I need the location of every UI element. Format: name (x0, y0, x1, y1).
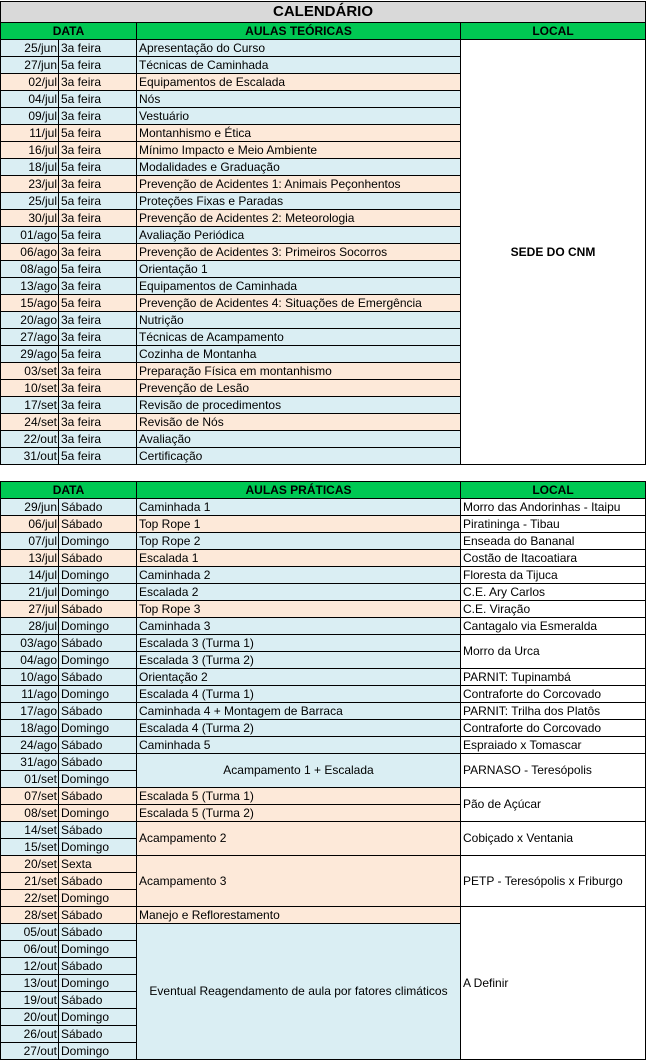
weekday-cell: Domingo (59, 890, 137, 907)
table-row (1, 686, 646, 703)
table-row (1, 856, 646, 873)
place-cell: Enseada do Bananal (461, 533, 646, 550)
date-cell: 29/ago (1, 346, 59, 363)
date-cell: 01/ago (1, 227, 59, 244)
date-cell: 02/jul (1, 74, 59, 91)
lesson-cell: Top Rope 3 (137, 601, 461, 618)
weekday-cell: 3a feira (59, 108, 137, 125)
weekday-cell: 3a feira (59, 380, 137, 397)
lesson-cell: Avaliação (137, 431, 461, 448)
date-cell: 28/jul (1, 618, 59, 635)
lesson-cell: Montanhismo e Ética (137, 125, 461, 142)
lesson-cell: Escalada 4 (Turma 2) (137, 720, 461, 737)
date-cell: 18/ago (1, 720, 59, 737)
date-cell: 01/set (1, 771, 59, 788)
weekday-cell: 3a feira (59, 142, 137, 159)
lesson-cell: Escalada 2 (137, 584, 461, 601)
date-cell: 19/out (1, 992, 59, 1009)
weekday-cell: 3a feira (59, 397, 137, 414)
date-cell: 21/jul (1, 584, 59, 601)
weekday-cell: 5a feira (59, 193, 137, 210)
place-cell: Pão de Açúcar (461, 788, 646, 822)
place-cell: Contraforte do Corcovado (461, 686, 646, 703)
date-cell: 08/set (1, 805, 59, 822)
theory-header-lesson: AULAS TEÓRICAS (137, 23, 461, 40)
date-cell: 14/jul (1, 567, 59, 584)
lesson-cell: Revisão de procedimentos (137, 397, 461, 414)
date-cell: 23/jul (1, 176, 59, 193)
table-row (1, 669, 646, 686)
weekday-cell: Domingo (59, 720, 137, 737)
table-row (1, 601, 646, 618)
lesson-cell: Avaliação Periódica (137, 227, 461, 244)
lesson-cell: Caminhada 3 (137, 618, 461, 635)
theory-place-cell: SEDE DO CNM (461, 40, 646, 465)
place-cell: A Definir (461, 907, 646, 1060)
lesson-cell: Proteções Fixas e Paradas (137, 193, 461, 210)
date-cell: 28/set (1, 907, 59, 924)
weekday-cell: Domingo (59, 941, 137, 958)
lesson-cell: Orientação 1 (137, 261, 461, 278)
place-cell: C.E. Viração (461, 601, 646, 618)
place-cell: PARNASO - Teresópolis (461, 754, 646, 788)
table-row (1, 584, 646, 601)
weekday-cell: Sábado (59, 703, 137, 720)
date-cell: 15/ago (1, 295, 59, 312)
lesson-cell: Prevenção de Acidentes 2: Meteorologia (137, 210, 461, 227)
table-row (1, 737, 646, 754)
lesson-cell: Mínimo Impacto e Meio Ambiente (137, 142, 461, 159)
date-cell: 06/out (1, 941, 59, 958)
place-cell: PARNIT: Tupinambá (461, 669, 646, 686)
lesson-cell: Escalada 1 (137, 550, 461, 567)
weekday-cell: Sábado (59, 907, 137, 924)
table-row (1, 567, 646, 584)
date-cell: 05/out (1, 924, 59, 941)
weekday-cell: Sábado (59, 958, 137, 975)
place-cell: Morro da Urca (461, 635, 646, 669)
weekday-cell: Domingo (59, 771, 137, 788)
date-cell: 12/out (1, 958, 59, 975)
date-cell: 25/jun (1, 40, 59, 57)
weekday-cell: Domingo (59, 1043, 137, 1060)
weekday-cell: Sábado (59, 992, 137, 1009)
weekday-cell: 3a feira (59, 176, 137, 193)
date-cell: 27/jun (1, 57, 59, 74)
place-cell: PARNIT: Trilha dos Platôs (461, 703, 646, 720)
weekday-cell: Domingo (59, 975, 137, 992)
weekday-cell: 5a feira (59, 261, 137, 278)
place-cell: Cantagalo via Esmeralda (461, 618, 646, 635)
lesson-cell: Acampamento 2 (137, 822, 461, 856)
weekday-cell: Domingo (59, 805, 137, 822)
weekday-cell: Domingo (59, 567, 137, 584)
theory-header-place: LOCAL (461, 23, 646, 40)
date-cell: 21/set (1, 873, 59, 890)
lesson-cell: Eventual Reagendamento de aula por fatores climáticos (137, 924, 461, 1060)
weekday-cell: 3a feira (59, 74, 137, 91)
table-row (1, 720, 646, 737)
table-row (1, 907, 646, 924)
date-cell: 20/out (1, 1009, 59, 1026)
date-cell: 03/set (1, 363, 59, 380)
weekday-cell: 5a feira (59, 125, 137, 142)
weekday-cell: Sábado (59, 788, 137, 805)
weekday-cell: 3a feira (59, 329, 137, 346)
weekday-cell: Sábado (59, 754, 137, 771)
place-cell: Piratininga - Tibau (461, 516, 646, 533)
lesson-cell: Acampamento 3 (137, 856, 461, 907)
table-row (1, 822, 646, 839)
weekday-cell: 3a feira (59, 40, 137, 57)
lesson-cell: Acampamento 1 + Escalada (137, 754, 461, 788)
date-cell: 10/set (1, 380, 59, 397)
date-cell: 24/set (1, 414, 59, 431)
date-cell: 25/jul (1, 193, 59, 210)
lesson-cell: Orientação 2 (137, 669, 461, 686)
table-row (1, 533, 646, 550)
table-row (1, 788, 646, 805)
table-row (1, 754, 646, 771)
weekday-cell: Domingo (59, 533, 137, 550)
weekday-cell: Sábado (59, 873, 137, 890)
weekday-cell: Domingo (59, 686, 137, 703)
lesson-cell: Equipamentos de Caminhada (137, 278, 461, 295)
theory-header-date: DATA (1, 23, 137, 40)
date-cell: 20/set (1, 856, 59, 873)
place-cell: Floresta da Tijuca (461, 567, 646, 584)
lesson-cell: Nós (137, 91, 461, 108)
weekday-cell: 3a feira (59, 431, 137, 448)
lesson-cell: Certificação (137, 448, 461, 465)
place-cell: Contraforte do Corcovado (461, 720, 646, 737)
date-cell: 07/jul (1, 533, 59, 550)
lesson-cell: Caminhada 1 (137, 499, 461, 516)
lesson-cell: Caminhada 5 (137, 737, 461, 754)
practice-header-date: DATA (1, 482, 137, 499)
lesson-cell: Revisão de Nós (137, 414, 461, 431)
weekday-cell: Sábado (59, 499, 137, 516)
lesson-cell: Prevenção de Acidentes 4: Situações de Emergência (137, 295, 461, 312)
practice-table (0, 481, 646, 1060)
lesson-cell: Caminhada 4 + Montagem de Barraca (137, 703, 461, 720)
lesson-cell: Escalada 3 (Turma 2) (137, 652, 461, 669)
date-cell: 15/set (1, 839, 59, 856)
weekday-cell: 3a feira (59, 312, 137, 329)
lesson-cell: Escalada 4 (Turma 1) (137, 686, 461, 703)
date-cell: 27/out (1, 1043, 59, 1060)
place-cell: C.E. Ary Carlos (461, 584, 646, 601)
table-row (1, 550, 646, 567)
date-cell: 04/jul (1, 91, 59, 108)
weekday-cell: 5a feira (59, 159, 137, 176)
practice-header-row (1, 482, 646, 499)
date-cell: 14/set (1, 822, 59, 839)
weekday-cell: 3a feira (59, 363, 137, 380)
weekday-cell: Sábado (59, 737, 137, 754)
table-row (1, 40, 646, 57)
weekday-cell: 5a feira (59, 227, 137, 244)
date-cell: 13/out (1, 975, 59, 992)
date-cell: 22/out (1, 431, 59, 448)
weekday-cell: 5a feira (59, 448, 137, 465)
lesson-cell: Apresentação do Curso (137, 40, 461, 57)
date-cell: 31/out (1, 448, 59, 465)
date-cell: 06/ago (1, 244, 59, 261)
date-cell: 16/jul (1, 142, 59, 159)
date-cell: 07/set (1, 788, 59, 805)
place-cell: PETP - Teresópolis x Friburgo (461, 856, 646, 907)
practice-header-place: LOCAL (461, 482, 646, 499)
weekday-cell: Domingo (59, 839, 137, 856)
date-cell: 27/ago (1, 329, 59, 346)
weekday-cell: Sábado (59, 601, 137, 618)
lesson-cell: Vestuário (137, 108, 461, 125)
place-cell: Costão de Itacoatiara (461, 550, 646, 567)
date-cell: 04/ago (1, 652, 59, 669)
date-cell: 31/ago (1, 754, 59, 771)
lesson-cell: Top Rope 2 (137, 533, 461, 550)
date-cell: 08/ago (1, 261, 59, 278)
weekday-cell: 5a feira (59, 57, 137, 74)
weekday-cell: Sábado (59, 550, 137, 567)
table-row (1, 499, 646, 516)
table-gap (0, 465, 646, 481)
theory-table (0, 1, 646, 465)
date-cell: 27/jul (1, 601, 59, 618)
lesson-cell: Prevenção de Acidentes 3: Primeiros Socorros (137, 244, 461, 261)
weekday-cell: 3a feira (59, 210, 137, 227)
date-cell: 29/jun (1, 499, 59, 516)
weekday-cell: 3a feira (59, 244, 137, 261)
weekday-cell: Domingo (59, 584, 137, 601)
lesson-cell: Escalada 3 (Turma 1) (137, 635, 461, 652)
date-cell: 03/ago (1, 635, 59, 652)
weekday-cell: Sábado (59, 1026, 137, 1043)
lesson-cell: Escalada 5 (Turma 2) (137, 805, 461, 822)
weekday-cell: Sábado (59, 669, 137, 686)
date-cell: 17/set (1, 397, 59, 414)
place-cell: Cobiçado x Ventania (461, 822, 646, 856)
weekday-cell: Sábado (59, 924, 137, 941)
practice-header-lesson: AULAS PRÁTICAS (137, 482, 461, 499)
lesson-cell: Modalidades e Graduação (137, 159, 461, 176)
weekday-cell: 3a feira (59, 414, 137, 431)
table-row (1, 703, 646, 720)
weekday-cell: 5a feira (59, 346, 137, 363)
date-cell: 26/out (1, 1026, 59, 1043)
date-cell: 30/jul (1, 210, 59, 227)
lesson-cell: Manejo e Reflorestamento (137, 907, 461, 924)
date-cell: 06/jul (1, 516, 59, 533)
weekday-cell: Sábado (59, 822, 137, 839)
lesson-cell: Equipamentos de Escalada (137, 74, 461, 91)
date-cell: 22/set (1, 890, 59, 907)
date-cell: 24/ago (1, 737, 59, 754)
lesson-cell: Preparação Física em montanhismo (137, 363, 461, 380)
lesson-cell: Cozinha de Montanha (137, 346, 461, 363)
place-cell: Espraiado x Tomascar (461, 737, 646, 754)
date-cell: 13/ago (1, 278, 59, 295)
table-row (1, 618, 646, 635)
lesson-cell: Caminhada 2 (137, 567, 461, 584)
weekday-cell: Sábado (59, 635, 137, 652)
weekday-cell: Domingo (59, 1009, 137, 1026)
date-cell: 11/ago (1, 686, 59, 703)
lesson-cell: Prevenção de Lesão (137, 380, 461, 397)
weekday-cell: 5a feira (59, 295, 137, 312)
theory-header-row (1, 23, 646, 40)
weekday-cell: 5a feira (59, 91, 137, 108)
date-cell: 18/jul (1, 159, 59, 176)
date-cell: 11/jul (1, 125, 59, 142)
lesson-cell: Prevenção de Acidentes 1: Animais Peçonhentos (137, 176, 461, 193)
weekday-cell: 3a feira (59, 278, 137, 295)
weekday-cell: Domingo (59, 618, 137, 635)
table-row (1, 516, 646, 533)
lesson-cell: Escalada 5 (Turma 1) (137, 788, 461, 805)
lesson-cell: Técnicas de Acampamento (137, 329, 461, 346)
lesson-cell: Técnicas de Caminhada (137, 57, 461, 74)
date-cell: 10/ago (1, 669, 59, 686)
table-row (1, 635, 646, 652)
weekday-cell: Domingo (59, 652, 137, 669)
date-cell: 13/jul (1, 550, 59, 567)
weekday-cell: Sexta (59, 856, 137, 873)
weekday-cell: Sábado (59, 516, 137, 533)
date-cell: 17/ago (1, 703, 59, 720)
lesson-cell: Nutrição (137, 312, 461, 329)
date-cell: 20/ago (1, 312, 59, 329)
place-cell: Morro das Andorinhas - Itaipu (461, 499, 646, 516)
lesson-cell: Top Rope 1 (137, 516, 461, 533)
date-cell: 09/jul (1, 108, 59, 125)
page-title: CALENDÁRIO (1, 2, 646, 23)
